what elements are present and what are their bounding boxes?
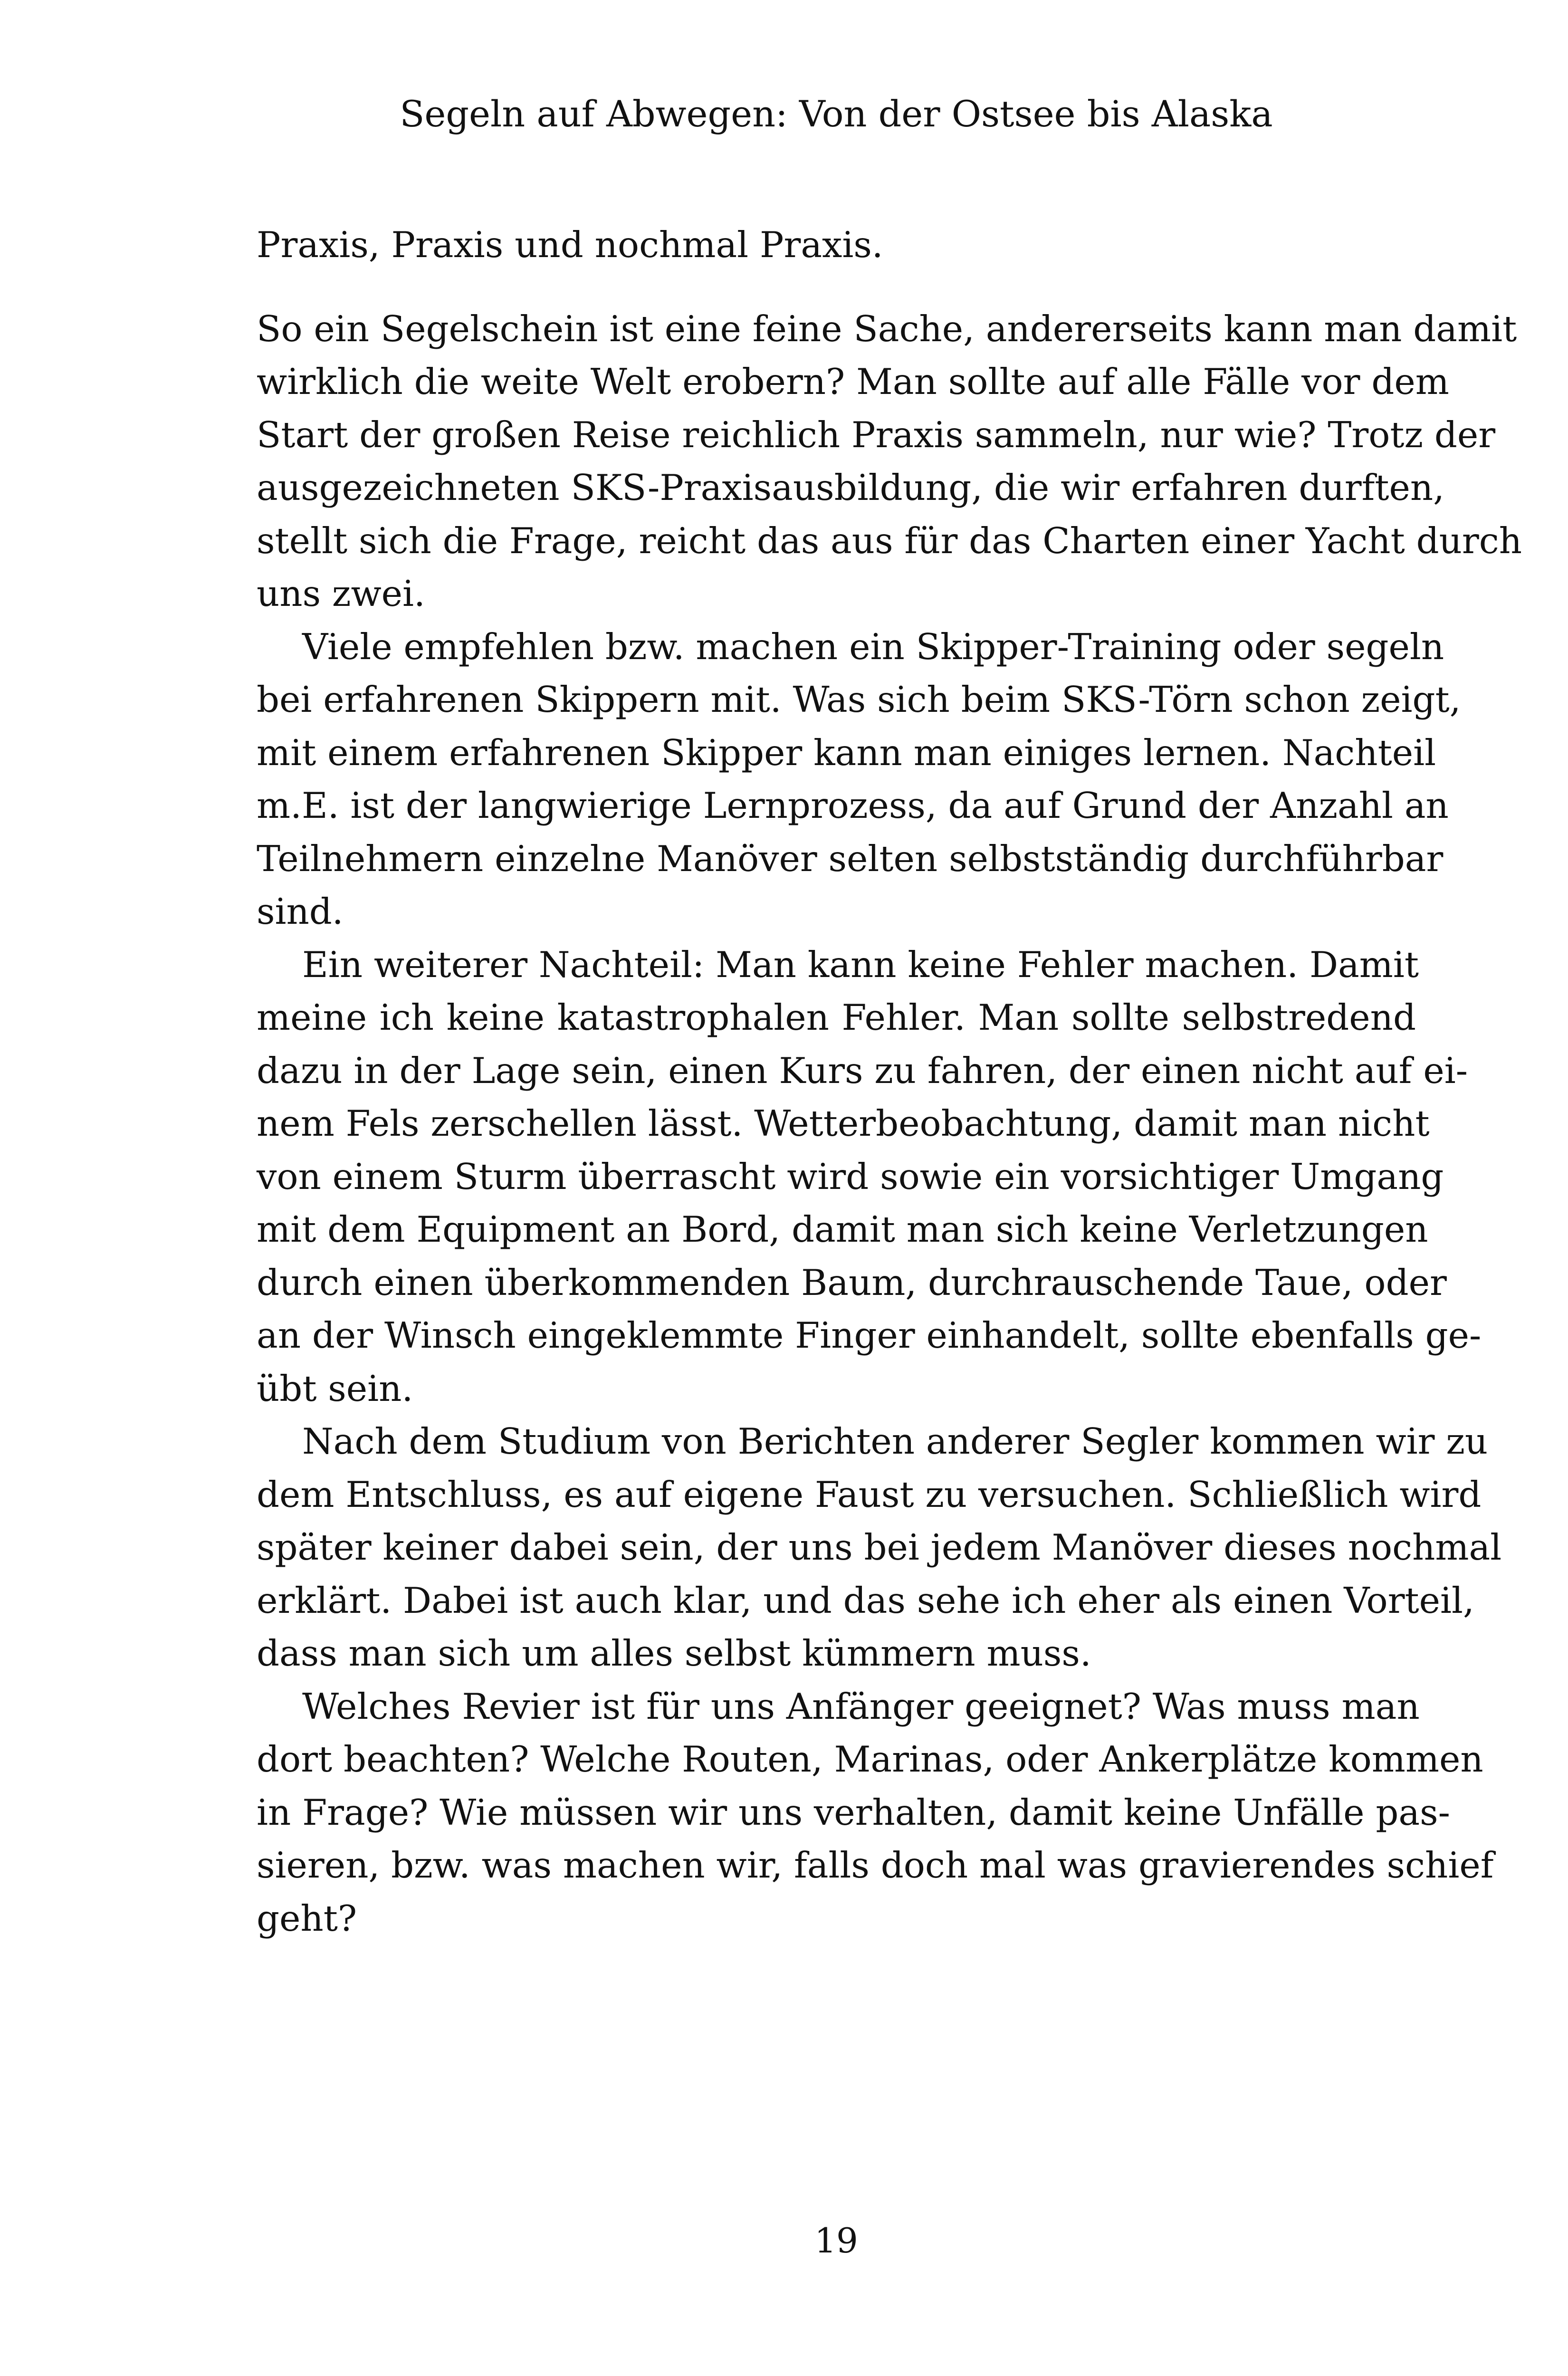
text-line: dass man sich um alles selbst kümmern muss. xyxy=(257,1632,1091,1674)
text-line: Praxis, Praxis und nochmal Praxis. xyxy=(257,224,883,266)
text-line: sieren, bzw. was machen wir, falls doch mal was gravierendes schief xyxy=(257,1844,1494,1886)
text-line: übt sein. xyxy=(257,1367,413,1409)
text-line: Viele empfehlen bzw. machen ein Skipper-Training oder segeln xyxy=(302,625,1444,668)
text-line: dem Entschluss, es auf eigene Faust zu versuchen. Schließlich wird xyxy=(257,1473,1482,1515)
text-line: an der Winsch eingeklemmte Finger einhandelt, sollte ebenfalls ge- xyxy=(257,1314,1482,1356)
text-line: Ein weiterer Nachteil: Man kann keine Fehler machen. Damit xyxy=(302,943,1419,986)
text-line: meine ich keine katastrophalen Fehler. Man sollte selbstredend xyxy=(257,996,1416,1038)
paragraph-1 xyxy=(257,219,1416,272)
text-line: durch einen überkommenden Baum, durchrauschende Taue, oder xyxy=(257,1261,1447,1303)
running-header: Segeln auf Abwegen: Von der Ostsee bis Alaska xyxy=(400,93,1273,135)
paragraph-4 xyxy=(257,939,1482,1416)
paragraph-gap xyxy=(257,272,1416,303)
text-line: So ein Segelschein ist eine feine Sache, andererseits kann man damit xyxy=(257,307,1517,350)
text-line: stellt sich die Frage, reicht das aus für das Charten einer Yacht durch xyxy=(257,519,1522,562)
text-line: Teilnehmern einzelne Manöver selten selbstständig durchführbar xyxy=(257,837,1444,880)
text-line: ausgezeichneten SKS-Praxisausbildung, die wir erfahren durften, xyxy=(257,467,1445,508)
paragraph-2 xyxy=(257,303,1522,621)
text-line: uns zwei. xyxy=(257,573,425,614)
paragraph-5 xyxy=(257,1415,1502,1680)
text-line: dort beachten? Welche Routen, Marinas, oder Ankerplätze kommen xyxy=(257,1738,1483,1780)
text-line: wirklich die weite Welt erobern? Man sollte auf alle Fälle vor dem xyxy=(257,361,1449,402)
text-line: erklärt. Dabei ist auch klar, und das sehe ich eher als einen Vorteil, xyxy=(257,1579,1474,1621)
text-line: nem Fels zerschellen lässt. Wetterbeobachtung, damit man nicht xyxy=(257,1102,1430,1144)
text-line: später keiner dabei sein, der uns bei jedem Manöver dieses nochmal xyxy=(257,1526,1502,1568)
text-line: geht? xyxy=(257,1897,357,1939)
text-line: dazu in der Lage sein, einen Kurs zu fahren, der einen nicht auf ei- xyxy=(257,1049,1468,1092)
text-line: mit dem Equipment an Bord, damit man sich keine Verletzungen xyxy=(257,1208,1428,1250)
page-number: 19 xyxy=(814,2221,858,2261)
text-line: in Frage? Wie müssen wir uns verhalten, damit keine Unfälle pas- xyxy=(257,1791,1450,1833)
text-line: Welches Revier ist für uns Anfänger geeignet? Was muss man xyxy=(302,1685,1420,1727)
paragraph-6 xyxy=(257,1680,1494,1945)
text-line: von einem Sturm überrascht wird sowie ein vorsichtiger Umgang xyxy=(257,1155,1444,1198)
text-line: sind. xyxy=(257,891,344,932)
text-line: mit einem erfahrenen Skipper kann man einiges lernen. Nachteil xyxy=(257,731,1436,774)
body-text xyxy=(257,219,1522,1945)
text-line: Start der großen Reise reichlich Praxis sammeln, nur wie? Trotz der xyxy=(257,413,1496,456)
paragraph-3 xyxy=(257,621,1461,939)
text-line: bei erfahrenen Skippern mit. Was sich beim SKS-Törn schon zeigt, xyxy=(257,679,1461,720)
text-line: m.E. ist der langwierige Lernprozess, da auf Grund der Anzahl an xyxy=(257,785,1449,826)
text-line: Nach dem Studium von Berichten anderer Segler kommen wir zu xyxy=(302,1420,1488,1462)
